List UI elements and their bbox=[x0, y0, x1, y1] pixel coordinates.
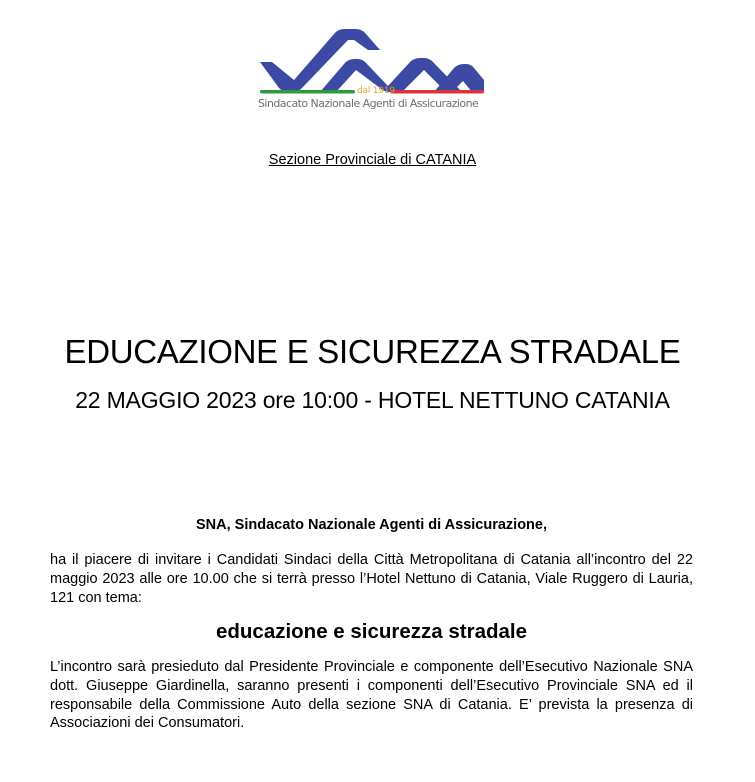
event-title: EDUCAZIONE E SICUREZZA STRADALE bbox=[64, 333, 681, 370]
organization-name: SNA, Sindacato Nazionale Agenti di Assicurazione, bbox=[195, 517, 548, 533]
logo-since-text: dal 1919 bbox=[357, 86, 395, 96]
sna-logo bbox=[258, 24, 486, 114]
invitation-paragraph: ha il piacere di invitare i Candidati Sindaci della Città Metropolitana di Catania all’incontro del 22 maggio 2023 alle ore 10.00 che si terrà presso l’Hotel Nettuno di Catania, Viale Ruggero di Lauria, 121 con tema: bbox=[50, 552, 693, 606]
green-rule bbox=[260, 90, 355, 94]
event-date-venue: 22 MAGGIO 2023 ore 10:00 - HOTEL NETTUNO CATANIA bbox=[75, 387, 670, 413]
theme-heading: educazione e sicurezza stradale bbox=[215, 620, 528, 643]
details-paragraph: L’incontro sarà presieduto dal Presidente Provinciale e componente dell’Esecutivo Nazionale SNA dott. Giuseppe Giardinella, saranno presenti i componenti dell’Esecutivo Provinciale SNA ed il responsabile della Commissione Auto della sezione SNA di Catania. E’ prevista la presenza di Associazioni dei Consumatori. bbox=[50, 659, 693, 732]
section-heading: Sezione Provinciale di CATANIA bbox=[268, 152, 477, 168]
logo-subtitle: Sindacato Nazionale Agenti di Assicurazione bbox=[258, 97, 479, 110]
sna-logo-mark bbox=[258, 24, 486, 94]
red-rule bbox=[390, 90, 484, 94]
